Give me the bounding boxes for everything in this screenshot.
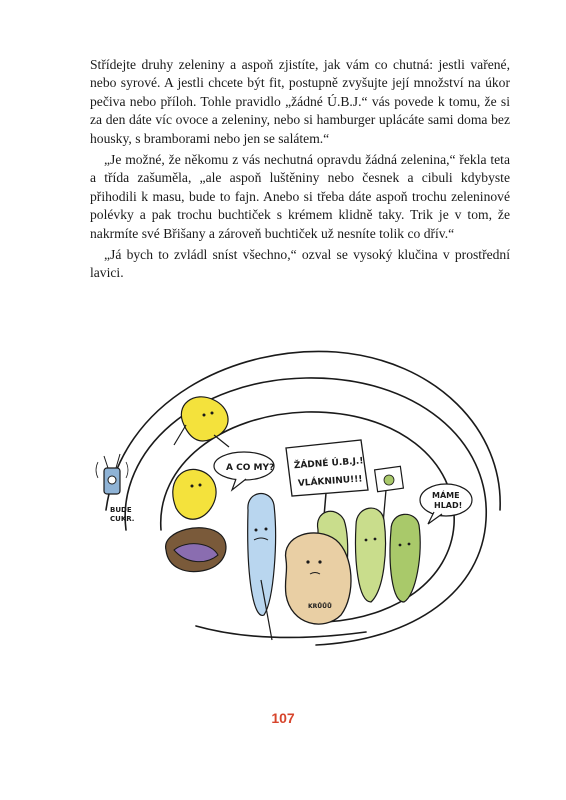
sign-text-1: ŽÁDNÉ Ú.B.J.! [293,456,364,472]
speech-bubble-right [420,484,472,524]
paragraph-3: „Já bych to zvládl sníst všechno,“ ozval se vysoký klučina v prostřední lavici. [90,247,510,281]
paragraph-1: Střídejte druhy zeleniny a aspoň zjistíte, jak vám co chutná: jestli vařené, nebo syrové. A jestli chcete být fit, postupně zvyšujte její množství na úkor pečiva nebo příloh. Tohle pravidlo „žádné Ú.B.J.“ vás povede k tomu, že si za den dáte víc ovoce a zeleniny, nebo si hamburger uplácáte sami doma bez housky, s bramborami nebo jen se salátem.“ [90,57,510,146]
radio-icon [96,454,128,494]
illustration [86,340,506,670]
paragraph-2: „Je možné, že někomu z vás nechutná opravdu žádná zelenina,“ řekla teta a třída zašuměla, „ale aspoň luštěniny nebo česnek a cibuli kdybyste přihodili k masu, bude to fajn. Anebo si třeba dáte aspoň trochu zeleninové polévky a pak trochu buchtiček s krémem klidně taky. Trik je v tom, že nakrmíte své Břišany a zároveň buchtiček už nesníte tolik co dřív.“ [90,152,510,241]
speech-bubble-right-text-2: HLAD! [434,501,463,510]
flying-bean [174,397,229,447]
speech-bubble-right-text-1: MÁME [432,491,460,500]
blue-vegetable [248,494,276,640]
potato [285,533,351,624]
speech-bubble-left [214,452,274,490]
potato-text: KRŮŮŮ [308,603,332,610]
body-text [90,56,510,286]
speech-bubble-left-text: A CO MY? [226,463,275,473]
radio-text-1: BUDE [110,506,132,514]
cake [166,528,226,572]
sign-text-2: VLÁKNINU!!! [297,474,363,489]
page-number: 107 [271,710,295,726]
radio-text-2: CUKR. [110,515,135,523]
sitting-bean [173,469,216,519]
